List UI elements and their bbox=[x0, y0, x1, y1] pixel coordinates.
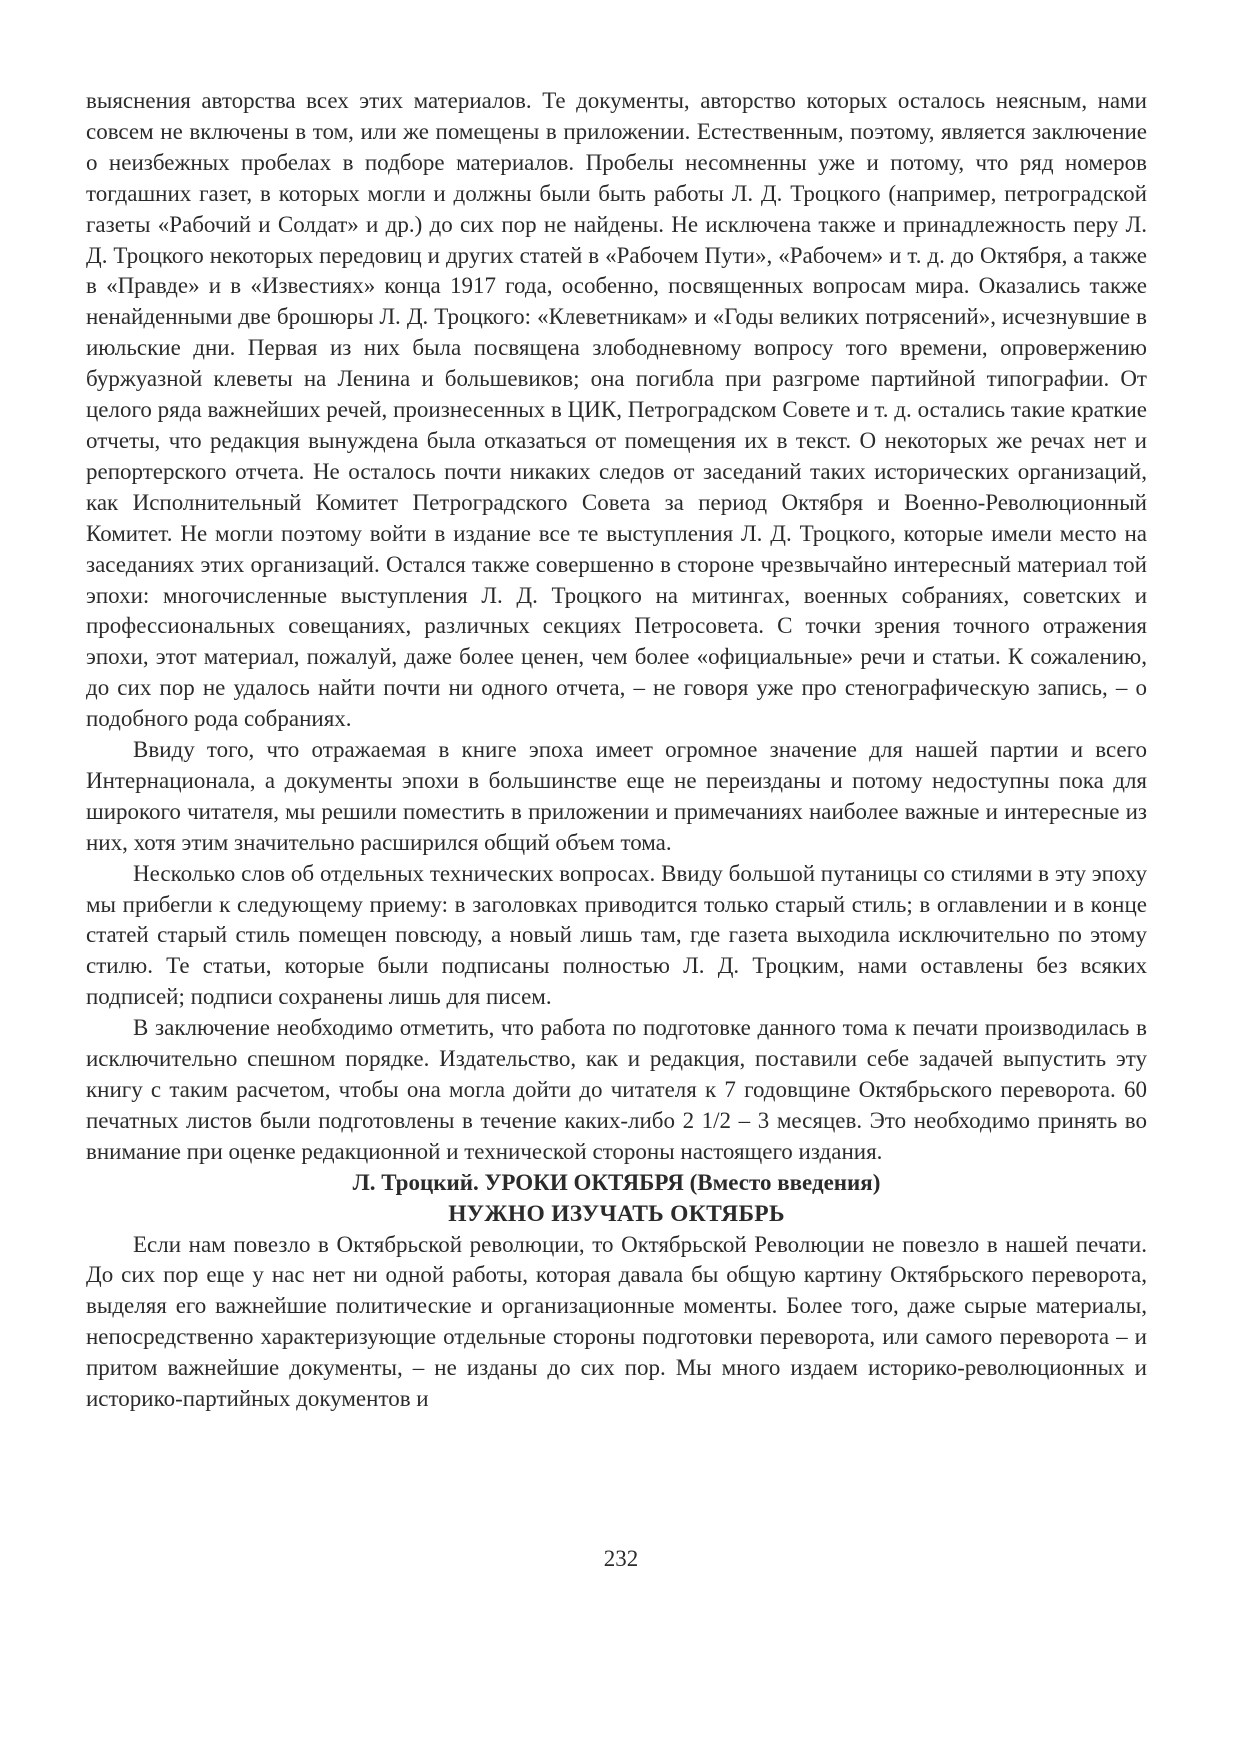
paragraph-study-october: Если нам повезло в Октябрьской революции, то Октябрьской Революции не повезло в нашей печати. До сих пор еще у нас нет ни одной работы, которая давала бы общую картину Октябрьского переворота, выделяя его важнейшие политические и организационные моменты. Более того, даже сырые материалы, непосредственно характеризующие отдельные стороны подготовки переворота, или самого переворота – и притом важнейшие документы, – не изданы до сих пор. Мы много издаем историко-революционных и историко-партийных документов и bbox=[86, 1231, 1147, 1412]
paragraph-epoch-documents: Ввиду того, что отражаемая в книге эпоха имеет огромное значение для нашей партии и всего Интернационала, а документы эпохи в большинстве еще не переизданы и потому недоступны пока для широкого читателя, мы решили поместить в приложении и примечаниях наиболее важные и интересные из них, хотя этим значительно расширился общий объем тома. bbox=[86, 737, 1147, 855]
paragraph-technical-questions: Несколько слов об отдельных технических вопросах. Ввиду большой путаницы со стилями в эту эпоху мы прибегли к следующему приему: в заголовках приводится только старый стиль; в оглавлении и в конце статей старый стиль помещен повсюду, а новый лишь там, где газета выходила исключительно по этому стилю. Те статьи, которые были подписаны полностью Л. Д. Троцким, нами оставлены без всяких подписей; подписи сохранены лишь для писем. bbox=[86, 860, 1147, 1010]
chapter-heading: Л. Троцкий. УРОКИ ОКТЯБРЯ (Вместо введения) bbox=[352, 1169, 881, 1195]
paragraph-conclusion: В заключение необходимо отметить, что работа по подготовке данного тома к печати производилась в исключительно спешном порядке. Издательство, как и редакция, поставили себе задачей выпустить эту книгу с таким расчетом, чтобы она могла дойти до читателя к 7 годовщине Октябрьского переворота. 60 печатных листов были подготовлены в течение каких-либо 2 1/2 – 3 месяцев. Это необходимо принять во внимание при оценке редакционной и технической стороны настоящего издания. bbox=[86, 1015, 1147, 1164]
page-body bbox=[86, 86, 1147, 1415]
page-number: 232 bbox=[603, 1546, 639, 1571]
section-heading: НУЖНО ИЗУЧАТЬ ОКТЯБРЬ bbox=[448, 1200, 785, 1227]
paragraph-continuation: выяснения авторства всех этих материалов. Те документы, авторство которых осталось неясным, нами совсем не включены в том, или же помещены в приложении. Естественным, поэтому, является заключение о неизбежных пробелах в подборе материалов. Пробелы несомненны уже и потому, что ряд номеров тогдашних газет, в которых могли и должны были быть работы Л. Д. Троцкого (например, петроградской газеты «Рабочий и Солдат» и др.) до сих пор не найдены. Не исключена также и принадлежность перу Л. Д. Троцкого некоторых передовиц и других статей в «Рабочем Пути», «Рабочем» и т. д. до Октября, а также в «Правде» и в «Известиях» конца 1917 года, особенно, посвященных вопросам мира. Оказались также ненайденными две брошюры Л. Д. Троцкого: «Клеветникам» и «Годы великих потрясений», исчезнувшие в июльские дни. Первая из них была посвящена злободневному вопросу того времени, опровержению буржуазной клеветы на Ленина и большевиков; она погибла при разгроме партийной типографии. От целого ряда важнейших речей, произнесенных в ЦИК, Петроградском Совете и т. д. остались такие краткие отчеты, что редакция вынуждена была отказаться от помещения их в текст. О некоторых же речах нет и репортерского отчета. Не осталось почти никаких следов от заседаний таких исторических организаций, как Исполнительный Комитет Петроградского Совета за период Октября и Военно-Революционный Комитет. Не могли поэтому войти в издание все те выступления Л. Д. Троцкого, которые имели место на заседаниях этих организаций. Остался также совершенно в стороне чрезвычайно интересный материал той эпохи: многочисленные выступления Л. Д. Троцкого на митингах, военных собраниях, советских и профессиональных совещаниях, различных секциях Петросовета. С точки зрения точного отражения эпохи, этот материал, пожалуй, даже более ценен, чем более «официальные» речи и статьи. К сожалению, до сих пор не удалось найти почти ни одного отчета, – не говоря уже про стенографическую запись, – о подобного рода собраниях. bbox=[86, 88, 1147, 732]
